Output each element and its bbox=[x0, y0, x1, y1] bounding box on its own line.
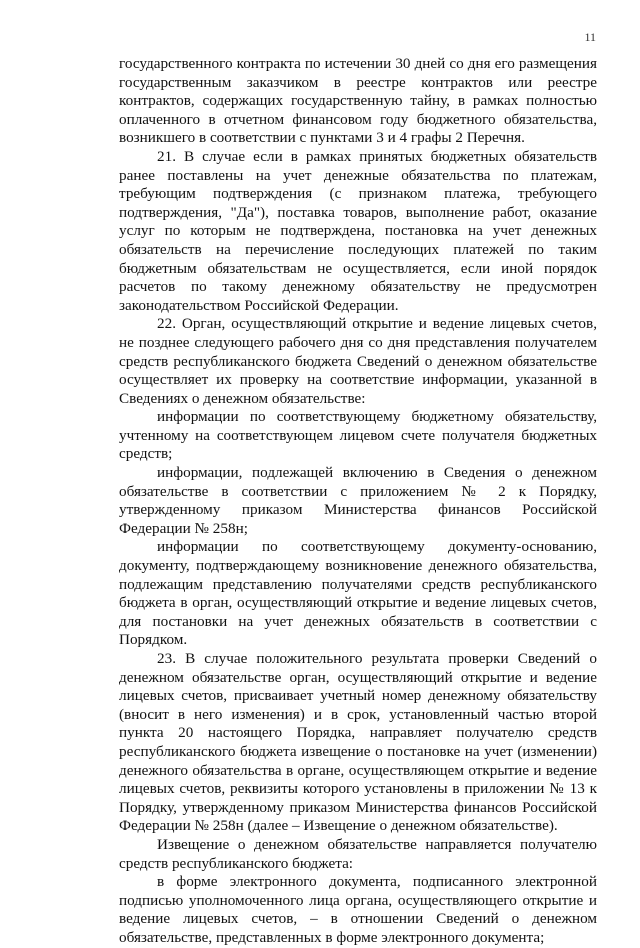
paragraph-item-21: 21. В случае если в рамках принятых бюджетных обязательств ранее поставлены на учет денежные обязательства по платежам, требующим подтверждения (с признаком платежа, требующего подтверждения, "Да"), поставка товаров, выполнение работ, оказание услуг по которым не подтверждена, постановка на учет денежных обязательств на перечисление последующих платежей по таким бюджетным обязательствам не осуществляется, если иной порядок расчетов по такому денежному обязательству не предусмотрен законодательством Российской Федерации. bbox=[119, 147, 597, 314]
paragraph-item-23: 23. В случае положительного результата проверки Сведений о денежном обязательстве орган, осуществляющий открытие и ведение лицевых счетов, присваивает учетный номер денежному обязательству (вносит в него изменения) и в срок, установленный частью второй пункта 20 настоящего Порядка, направляет получателю средств республиканского бюджета извещение о постановке на учет (изменении) денежного обязательства в органе, осуществляющем открытие и ведение лицевых счетов, реквизиты которого установлены в приложении № 13 к Порядку, утвержденному приказом Министерства финансов Российской Федерации № 258н (далее – Извещение о денежном обязательстве). bbox=[119, 650, 597, 835]
sub-item-basis-document: информации по соответствующему документу-основанию, документу, подтверждающему возникновение денежного обязательства, подлежащим представлению получателями средств республиканского бюджета в орган, осуществляющий открытие и ведение лицевых счетов, для постановки на учет денежных обязательств в соответствии с Порядком. bbox=[119, 538, 597, 649]
sub-item-budget-obligation: информации по соответствующему бюджетному обязательству, учтенному на соответствующем лицевом счете получателя бюджетных средств; bbox=[119, 408, 597, 463]
page-number: 11 bbox=[584, 30, 596, 44]
paragraph-item-22: 22. Орган, осуществляющий открытие и ведение лицевых счетов, не позднее следующего рабочего дня со дня представления получателем средств республиканского бюджета Сведений о денежном обязательстве осуществляет их проверку на соответствие информации, указанной в Сведениях о денежном обязательстве: bbox=[119, 315, 597, 407]
sub-item-electronic-form: в форме электронного документа, подписанного электронной подписью уполномоченного лица органа, осуществляющего открытие и ведение лицевых счетов, – в отношении Сведений о денежном обязательстве, представленных в форме электронного документа; bbox=[119, 873, 597, 946]
sub-item-appendix-2: информации, подлежащей включению в Сведения о денежном обязательстве в соответствии с приложением № 2 к Порядку, утвержденному приказом Министерства финансов Российской Федерации № 258н; bbox=[119, 464, 597, 537]
paragraph-continuation: государственного контракта по истечении 30 дней со дня его размещения государственным заказчиком в реестре контрактов или реестре контрактов, содержащих государственную тайну, в рамках полностью оплаченного в отчетном финансовом году бюджетного обязательства, возникшего в соответствии с пунктами 3 и 4 графы 2 Перечня. bbox=[119, 55, 597, 147]
document-body bbox=[119, 55, 597, 948]
paragraph-notice: Извещение о денежном обязательстве направляется получателю средств республиканского бюджета: bbox=[119, 835, 597, 872]
